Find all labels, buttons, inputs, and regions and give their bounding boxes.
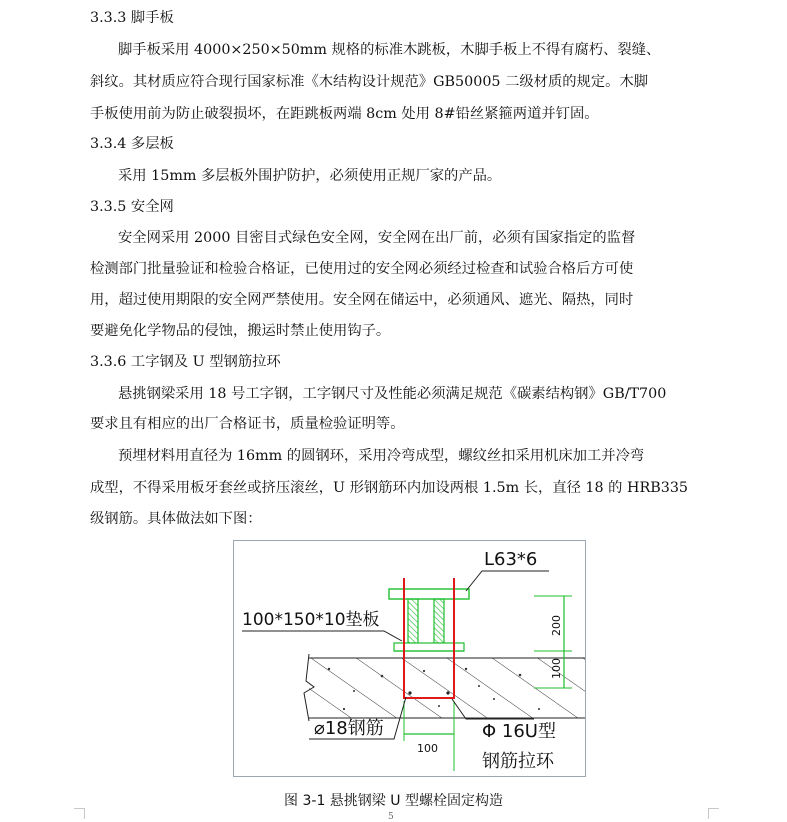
label-plate: 100*150*10垫板 (242, 610, 380, 630)
figure-caption: 图 3-1 悬挑钢梁 U 型螺栓固定构造 (284, 793, 503, 809)
paragraph-line: 悬挑钢梁采用 18 号工字钢，工字钢尺寸及性能必须满足规范《碳素结构钢》GB/T700 (118, 386, 667, 402)
leader-line (242, 631, 402, 641)
section-heading: 3.3.5 安全网 (90, 199, 174, 215)
i-beam-web-left (408, 599, 418, 643)
dim-100-horizontal: 100 (417, 742, 438, 755)
dim-200: 200 (550, 615, 563, 636)
label-rebar-18: ⌀18钢筋 (314, 718, 384, 739)
paragraph-line: 成型，不得采用板牙套丝或挤压滚丝，U 形钢筋环内加设两根 1.5m 长，直径 18 的 HRB335 (90, 480, 689, 496)
paragraph-line: 采用 15mm 多层板外围护防护，必须使用正规厂家的产品。 (118, 168, 502, 184)
i-beam-web-right (434, 599, 444, 643)
rebar-dot (446, 691, 449, 694)
paragraph-line: 用，超过使用期限的安全网严禁使用。安全网在储运中，必须通风、遮光、隔热，同时 (90, 292, 634, 308)
section-heading: 3.3.4 多层板 (90, 136, 174, 152)
paragraph-line: 安全网采用 2000 目密目式绿色安全网，安全网在出厂前，必须有国家指定的监督 (118, 230, 636, 246)
leader-line (466, 571, 549, 591)
paragraph-line: 检测部门批量验证和检验合格证，已使用过的安全网必须经过检查和试验合格后方可使 (90, 261, 634, 277)
label-u-ring-line2: 钢筋拉环 (482, 751, 554, 772)
paragraph-line: 要求且有相应的出厂合格证书，质量检验证明等。 (90, 416, 405, 432)
i-beam-top-flange (389, 589, 469, 599)
u-bolt-drawing (234, 541, 585, 776)
label-angle: L63*6 (484, 549, 538, 570)
paragraph-line: 级钢筋。具体做法如下图： (90, 511, 262, 527)
label-u-ring-line1: Φ 16U型 (482, 721, 556, 742)
u-bolt-detail-figure (233, 540, 586, 777)
page-number: 5 (388, 812, 394, 822)
section-heading: 3.3.6 工字钢及 U 型钢筋拉环 (90, 354, 281, 370)
rebar-dot (408, 691, 411, 694)
paragraph-line: 斜纹。其材质应符合现行国家标准《木结构设计规范》GB50005 二级材质的规定。木脚 (90, 74, 649, 90)
paragraph-line: 预埋材料用直径为 16mm 的圆钢环，采用冷弯成型，螺纹丝扣采用机床加工并冷弯 (118, 448, 645, 464)
section-heading: 3.3.3 脚手板 (90, 10, 174, 26)
dim-100-vertical: 100 (550, 658, 563, 679)
paragraph-line: 脚手板采用 4000×250×50mm 规格的标准木跳板，木脚手板上不得有腐朽、裂缝、 (118, 42, 661, 58)
paragraph-line: 手板使用前为防止破裂损坏，在距跳板两端 8cm 处用 8#铅丝紧箍两道并钉固。 (90, 106, 599, 122)
paragraph-line: 要避免化学物品的侵蚀，搬运时禁止使用钩子。 (90, 323, 391, 339)
